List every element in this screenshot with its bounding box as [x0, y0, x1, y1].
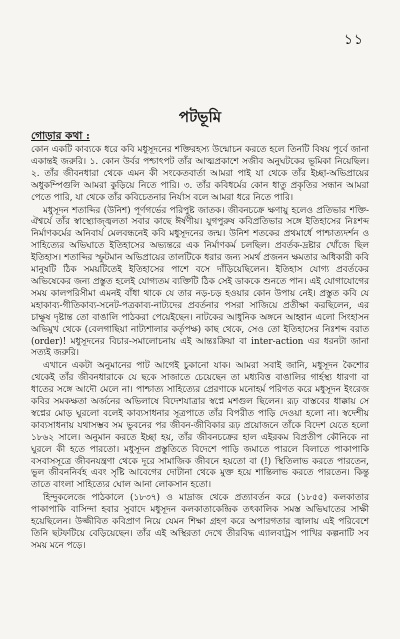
- paragraph-2: মধুসূদন শতাব্দির (উনিশ) পূর্ণগর্ভের পরিপুষ্ট জাতক। জীবনচক্রে ক্ষণায়ু হলেও প্রতিভার শক্তি-ঐশ্বর্যে তাঁর স্বাস্থ্যোজ্জ্বলতা সবার কাছে ঈর্ষণীয়। যুগপুরুষ কবিপ্রতিভার সঙ্গে ইতিহাসের নিঃশব্দ নির্মাণকর্মের অনিবার্য মেলবন্ধনেই কবি মধুসূদনের জন্ম। উনিশ শতকের প্রথমার্ধে পাশ্চাত্যদর্শন ও সাহিত্যের অভিঘাতে ইতিহাসের অভ্যন্তরে এক নির্মাণকর্ম চলছিল। প্রবর্তক-দ্রষ্টার খোঁজে ছিল ইতিহাস। শতাব্দির স্ফুটমান অভিপ্রায়ের তালটিকে ধরার জন্য সমর্থ প্রজনন ক্ষমতার অধিকারী কবি মানুষটি ঠিক সময়টিতেই ইতিহাসের পাশে বসে দাঁড়িয়েছিলেন। ইতিহাস যোগ্য প্রবর্তকের অভিষেকের জন্য প্রস্তুত হলেই যোগ্যতম ব্যক্তিটি ঠিক সেই ডাককে শুনতে পান। এই যোগাযোগের সময় কালপরিসীমা এমনই বাঁধা থাকে যে তার নড়-চড় হওয়ার কোন উপায় নেই। প্রস্তুত কবি যে মহাকাব্য-গীতিকাব্য-সনেট-পত্রকাব্য-নাট্যদের প্রবর্তনার পসরা সাজিয়ে প্রতীক্ষা করছিলেন, এর চাক্ষুষ দৃষ্টান্ত তো বাঙালি পাঠকরা পেয়েইছেন। নাটকের আধুনিক অঙ্গনে আহ্বান এলো সিংহাসন অভিমুখ থেকে (বেলগাছিয়া নাট্যশালার কর্তৃপক্ষ) কাছ থেকে, সেও তো ইতিহাসের নিঃশব্দ বরাত (order)! মধুসূদনের বিচার-সমালোচনায় এই আন্তঃক্রিয়া বা inter-action এর ধরনটা জানা সত্যই জরুরি।: [31, 205, 369, 359]
- paragraph-4: হিন্দুকলেজে পাঠকালে (১৮৩৭) ও মাদ্রাজ থেকে প্রত্যাবর্তন করে (১৮৫৫) কলকাতার পাকাপাকি বাসিন্দা হবার সুবাদে মধুসূদন কলকাতাকেন্দ্রিক তৎকালিক সমস্ত অভিঘাতের সাক্ষী হয়েছিলেন। উজ্জীবিত কবিপ্রাণ নিয়ে যেমন শিক্ষা গ্রহণ করে অপারগতার জ্বালায় এই পরিবেশে তিনি ছটফটিয়ে বেড়িয়েছেন। তাঁর এই অস্থিরতা দেখে তীরবিদ্ধ এ্যালবাট্রস পাখির কল্পনাটি সব সময় মনে পড়ে।: [31, 493, 369, 551]
- section-heading: গোড়ার কথা :: [31, 130, 90, 142]
- chapter-title: পটভূমি: [178, 108, 222, 126]
- paragraph-1: কোন একটি কাব্যকে ধরে কবি মধুসূদনের শক্তিরহস্য উন্মোচন করতে হলে তিনটি বিষয় পূর্বে জানা একান্তই জরুরি। ১. কোন উর্বর পশ্চাৎপট তাঁর আত্মপ্রকাশে সজীব অনুঘটকের ভূমিকা নিয়েছিল। ২. তাঁর জীবনধারা থেকে এমন কী সংকেতবার্তা আমরা পাই যা থেকে তাঁর ইচ্ছা-অভিপ্রায়ের অধুকম্পিগুলি আমরা কুড়িয়ে নিতে পারি। ৩. তাঁর কবিধর্মের কোন ধাতু প্রকৃতির সন্ধান আমরা পেতে পারি, যা থেকে তাঁর কবিচেতনার নির্যাস বলে আমরা ধরে নিতে পারি।: [31, 145, 369, 203]
- body-text: [31, 145, 369, 553]
- page-number: ১১: [343, 32, 364, 48]
- paragraph-3: এখানে একটা অনুমানের পাট আগেই চুকানো যাক। আমরা সবাই জানি, মধুসূদন কৈশোর থেকেই তাঁর জীবনধারাকে যে ছকে সাজাতে চেয়েছেন তা মধ্যবিত্ত বাঙালির গার্হস্থ্য ধারণা বা ধাতের সঙ্গে আদৌ মেলে না। পাশ্চাত্য সাহিত্যের প্রেরণাকে মনোহর্ম পরিণত করে মধুসূদন ইংরেজ কবির সমকক্ষতা অর্জনের অভিলাষে বিদেশযাত্রার স্বপ্নে মশগুল ছিলেন। রূঢ় বাস্তবের ধাক্কায় সে স্বপ্নের মোড় ঘুরলো বলেই কাব্যসাধনার সূত্রপাতে তাঁর বিপরীত পাড়ি দেওয়া হলো না। স্বদেশীয় কাব্যসাধনায় যথাসম্ভব সম ভুবনের পর জীবন-জীবিকার রূঢ় প্রয়োজনে তাঁকে বিদেশ যেতে হলো ১৮৬২ সালে। অনুমান করতে ইচ্ছা হয়, তাঁর জীবনচক্রের হাল এইরকম বিপ্রতীপ কৌনিকে না ঘুরলে কী হতে পারতো। মধুসূদন প্রস্তুতিতে বিদেশে পাড়ি জমাতে পারলে বিলাতে পাকাপাকি বসবাসসূত্রে জীবনযন্ত্রণা থেকে দূরে সামাজিক জীবনে হয়তো বা (!) স্থিতিলাভ করতে পারতেন, ভুল জীবননির্বহ এবং সৃষ্টি আবেগের দোটানা থেকে মুক্ত হয়ে শান্তিলাভ করতে পারতেন। কিন্তু তাতে বাংলা সাহিত্যের ঘোল আনা লোকসান হতো।: [31, 361, 369, 491]
